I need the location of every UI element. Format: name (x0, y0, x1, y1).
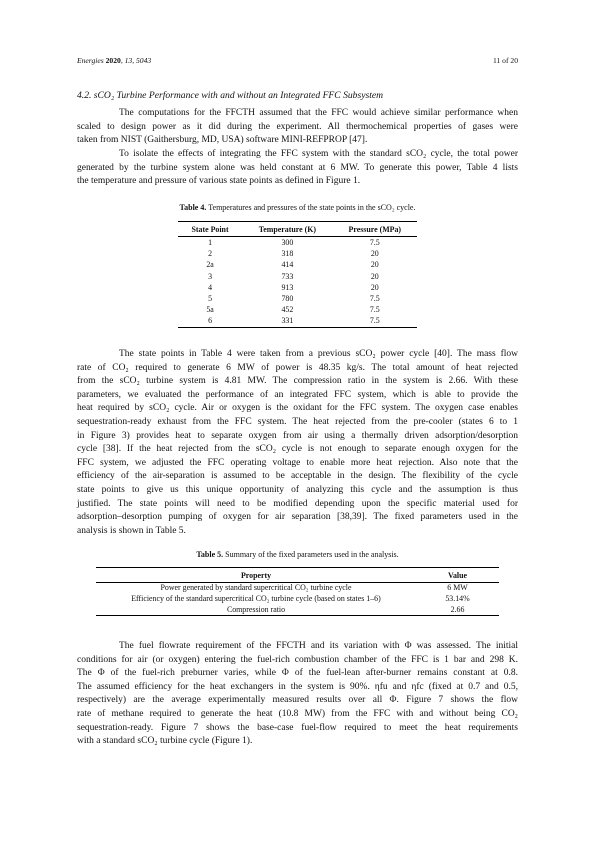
section-title: 4.2. sCO₂ Turbine Performance with and without an Integrated FFC Subsystem (77, 90, 384, 101)
table-4-row (178, 315, 417, 327)
table-5 (96, 567, 499, 616)
table-5-row-cell: Efficiency of the standard supercritical CO₂ turbine cycle (based on states 1–6) (131, 593, 381, 603)
table-4-row-cell: 5a (206, 305, 214, 315)
text-line: cycle [38]. If the heat rejected from the sCO₂ cycle is not enough to separate enough oxygen for the (77, 444, 518, 455)
text-line: analysis is shown in Table 5. (77, 525, 186, 536)
text-line: in Figure 3) provides heat to separate oxygen from air using a thermally driven adsorption/desorption (77, 430, 518, 441)
table-4-row-cell: 7.5 (369, 294, 380, 304)
text-line: taken from NIST (Gaithersburg, MD, USA) software MINI-REFPROP [47]. (77, 135, 368, 146)
table-4-row-cell: 331 (242, 315, 332, 327)
table-4-row (178, 271, 417, 282)
text-line: scaled to design power as it did during the experiment. All thermochemical properties of gases were (77, 121, 518, 132)
table-4-row-cell: 913 (281, 282, 294, 292)
text-line: efficiency of the air-separation is assumed to be acceptable in the design. The flexibility of the cycle (77, 471, 518, 482)
table-4-row-cell: 20 (370, 249, 379, 259)
table-5-caption-text: Summary of the fixed parameters used in the analysis. (223, 550, 399, 559)
text-line: state points to give us this unique opportunity of analyzing this cycle and the assumption is thus (77, 484, 518, 495)
table-4-row-cell: 7.5 (369, 238, 380, 247)
table-4-header: Pressure (MPa) (333, 222, 417, 237)
journal-year: 2020 (105, 56, 121, 65)
table-4-row (178, 237, 417, 249)
table-4-row-cell: 780 (281, 294, 294, 304)
table-5-row-cell: 2.66 (416, 605, 499, 616)
table-4-row-cell: 1 (208, 238, 213, 247)
table-5-label: Table 5. (196, 550, 224, 559)
journal-name: Energies (77, 56, 106, 65)
journal-volume: , 13, 5043 (120, 56, 152, 65)
text-line: parameters, we evaluated the performance of an integrated FFC system, which is able to provide the (77, 389, 518, 400)
paragraph-3 (77, 348, 518, 538)
text-line: rate of CO₂ required to generate 6 MW of power is 48.35 kg/s. The total amount of heat rejected (77, 362, 518, 373)
table-4-row-cell: 733 (281, 271, 294, 281)
table-4-label: Table 4. (179, 203, 207, 212)
table-4-row (178, 259, 417, 270)
table-5-row (96, 583, 499, 594)
table-5-row (96, 594, 499, 605)
text-line: The state points in Table 4 were taken from a previous sCO₂ power cycle [40]. The mass flow (119, 349, 518, 359)
text-line: the temperature and pressure of various state points as defined in Figure 1. (77, 176, 361, 187)
table-4-row-cell: 20 (370, 282, 379, 292)
table-5-row-cell: Compression ratio (96, 605, 416, 616)
table-4-row-cell: 2a (206, 260, 214, 270)
table-5-header: Value (416, 568, 499, 583)
table-5-row-cell: 6 MW (447, 583, 468, 592)
table-5-caption (0, 550, 595, 559)
text-line: FFC system, we adjusted the FFC operating voltage to enable more heat rejection. Also note that the (77, 457, 518, 468)
table-4 (178, 221, 417, 328)
text-line: generated by the turbine system alone was held constant at 6 MW. To generate this power, Table 4 lists (77, 162, 518, 173)
table-5-row (96, 605, 499, 616)
page-number: 11 of 20 (492, 56, 518, 65)
table-4-row-cell: 318 (281, 249, 294, 259)
table-4-row-cell: 4 (208, 282, 213, 292)
table-4-caption (0, 203, 595, 212)
table-4-caption-text: Temperatures and pressures of the state points in the sCO₂ cycle. (206, 203, 416, 212)
text-line: sequestration-ready exhaust from the FFC system. The heat rejected from the pre-cooler (states 6 to 1 (77, 416, 518, 427)
text-line: respectively) are the average experimentally measured results over all Φ. Figure 7 shows the flow (77, 695, 518, 706)
text-line: rate of methane required to generate the heat (10.8 MW) from the FFC with and without being CO₂ (77, 708, 518, 719)
table-5-header: Property (96, 568, 416, 583)
text-line: adsorption–desorption pumping of oxygen for air separation [38,39]. The fixed parameters used in the (77, 512, 518, 523)
text-line: sequestration-ready. Figure 7 shows the base-case fuel-flow required to meet the heat requirements (77, 722, 518, 733)
paragraph-4 (77, 640, 518, 749)
table-4-row-cell: 20 (370, 271, 379, 281)
table-4-header: State Point (178, 222, 242, 237)
table-4-row-cell: 452 (281, 305, 294, 315)
table-4-row (178, 293, 417, 304)
table-4-row-cell: 20 (370, 260, 379, 270)
running-header-journal (77, 56, 151, 65)
text-line: heat required by sCO₂ cycle. Air or oxygen is the oxidant for the FFC system. The oxygen case enables (77, 403, 518, 414)
table-4-row-cell: 300 (281, 238, 294, 247)
table-4-header-row (178, 222, 417, 237)
table-4-header: Temperature (K) (242, 222, 332, 237)
text-line: justified. The state points will need to be modified depending upon the specific material used for (77, 498, 518, 509)
text-line: The Φ of the fuel-rich preburner varies, while Φ of the fuel-lean after-burner remains constant at 0.8. (77, 668, 518, 679)
text-line: The computations for the FFCTH assumed that the FFC would achieve similar performance when (119, 108, 518, 118)
paragraph-2 (77, 148, 518, 189)
text-line: from the sCO₂ turbine system is 4.81 MW. The compression ratio in the system is 2.66. With these (77, 376, 518, 387)
table-5-row-cell: Power generated by standard supercritical CO₂ turbine cycle (160, 583, 352, 592)
text-line: The assumed efficiency for the heat exchangers in the system is 90%. ηfu and ηfc (fixed at 0.7 and 0.5, (77, 681, 518, 692)
table-4-row-cell: 3 (208, 271, 213, 281)
table-4-row-cell: 7.5 (369, 305, 380, 315)
table-4-row (178, 248, 417, 259)
text-line: The fuel flowrate requirement of the FFCTH and its variation with Φ was assessed. The initial (119, 641, 518, 651)
text-line: with a standard sCO₂ turbine cycle (Figure 1). (77, 736, 253, 747)
table-4-row-cell: 414 (281, 260, 294, 270)
table-4-row-cell: 7.5 (333, 315, 417, 327)
table-4-row-cell: 5 (208, 294, 213, 304)
text-line: conditions for air (or oxygen) entering the fuel-rich combustion chamber of the FFC is 1 bar and 298 K. (77, 654, 518, 665)
table-4-row (178, 282, 417, 293)
table-4-row (178, 304, 417, 315)
paragraph-1 (77, 107, 518, 148)
table-5-row-cell: 53.14% (445, 593, 470, 603)
table-4-row-cell: 6 (178, 315, 242, 327)
text-line: To isolate the effects of integrating the FFC system with the standard sCO₂ cycle, the total power (119, 149, 518, 159)
table-4-row-cell: 2 (208, 249, 213, 259)
table-5-header-row (96, 568, 499, 583)
